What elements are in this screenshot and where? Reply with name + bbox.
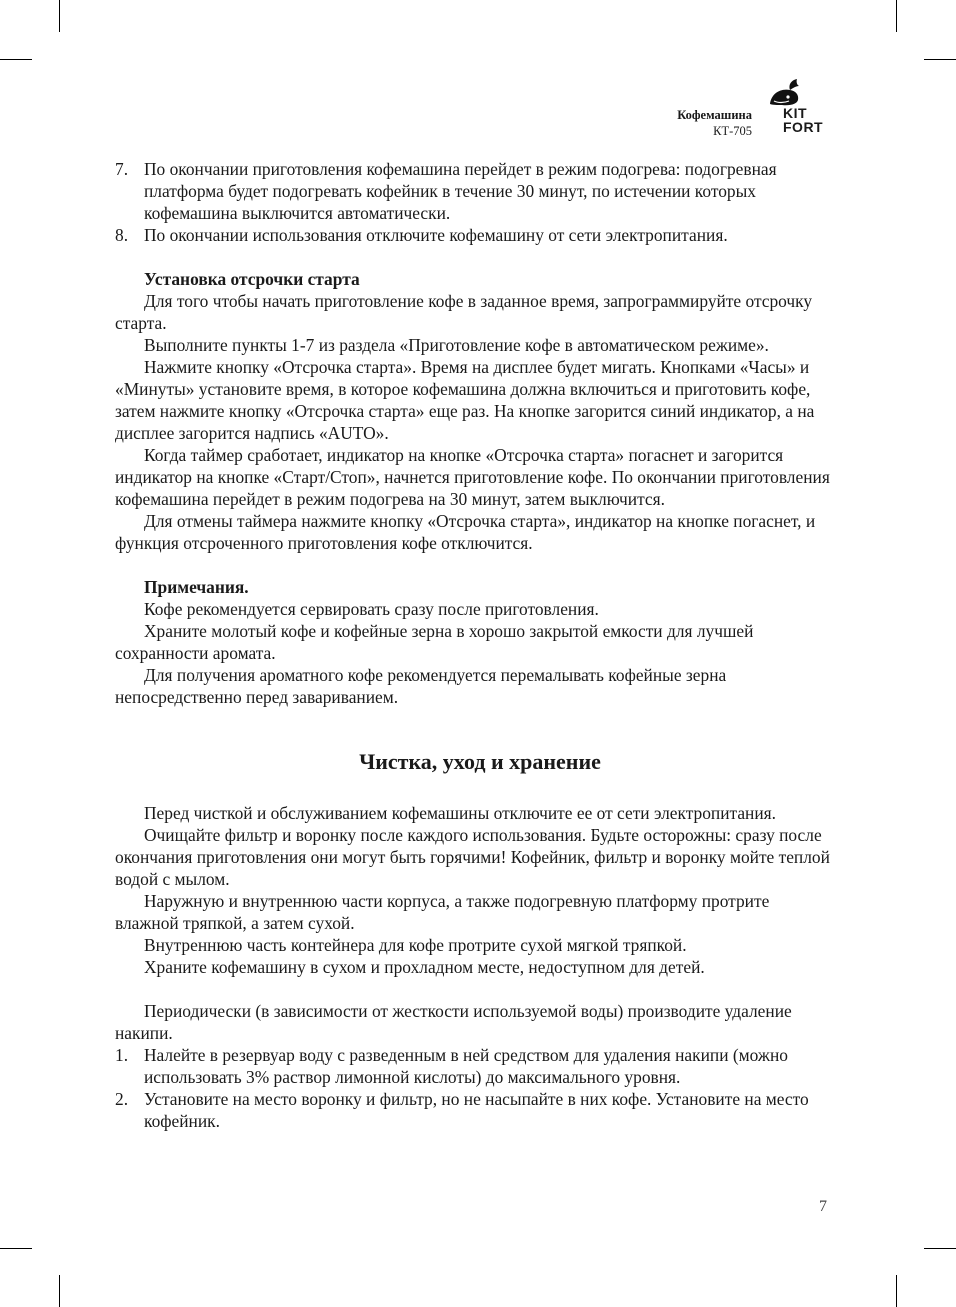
list-item — [115, 1088, 835, 1132]
page-content — [115, 158, 835, 1132]
paragraph: Для получения ароматного кофе рекомендуется перемалывать кофейные зерна непосредственно перед завариванием. — [115, 665, 727, 707]
logo-text-kit: KIT — [783, 105, 808, 121]
list-text: По окончании приготовления кофемашина перейдет в режим подогрева: подогревная платформа будет подогревать кофейник в течение 30 минут, по истечении которых кофемашина выключится автоматически. — [144, 159, 777, 223]
list-item — [115, 158, 835, 224]
product-name: Кофемашина — [677, 108, 752, 122]
crop-mark — [0, 59, 32, 60]
paragraph: Кофе рекомендуется сервировать сразу после приготовления. — [144, 599, 599, 619]
crop-mark — [896, 0, 897, 32]
list-text: Установите на место воронку и фильтр, но не насыпайте в них кофе. Установите на место кофейник. — [144, 1089, 809, 1131]
paragraph: Очищайте фильтр и воронку после каждого использования. Будьте осторожны: сразу после окончания приготовления они могут быть горячими! Кофейник, фильтр и воронку мойте теплой водой с мылом. — [115, 825, 830, 889]
section-title: Чистка, уход и хранение — [359, 749, 601, 774]
crop-mark — [896, 1275, 897, 1307]
notes-heading: Примечания. — [144, 577, 249, 597]
paragraph: Храните молотый кофе и кофейные зерна в хорошо закрытой емкости для лучшей сохранности аромата. — [115, 621, 754, 663]
page-number: 7 — [819, 1198, 827, 1215]
paragraph: Для отмены таймера нажмите кнопку «Отсрочка старта», индикатор на кнопке погаснет, и функция отсроченного приготовления кофе отключится. — [115, 511, 816, 553]
paragraph: Когда таймер сработает, индикатор на кнопке «Отсрочка старта» погаснет и загорится индикатор на кнопке «Старт/Стоп», начнется приготовление кофе. По окончании приготовления кофемашина перейдет в режим подогрева на 30 минут, затем выключится. — [115, 445, 830, 509]
crop-mark — [924, 1248, 956, 1249]
descale-steps-list — [115, 1044, 835, 1132]
delay-heading: Установка отсрочки старта — [144, 269, 360, 289]
paragraph: Для того чтобы начать приготовление кофе в заданное время, запрограммируйте отсрочку старта. — [115, 291, 813, 333]
list-item — [115, 224, 835, 246]
descale-intro: Периодически (в зависимости от жесткости используемой воды) производите удаление накипи. — [115, 1001, 792, 1043]
paragraph: Храните кофемашину в сухом и прохладном месте, недоступном для детей. — [144, 957, 705, 977]
paragraph: Перед чисткой и обслуживанием кофемашины отключите ее от сети электропитания. — [144, 803, 777, 823]
crop-mark — [924, 59, 956, 60]
paragraph: Наружную и внутреннюю части корпуса, а также подогревную платформу протрите влажной тряпкой, а затем сухой. — [115, 891, 770, 933]
brand-logo — [780, 78, 830, 140]
steps-list-top — [115, 158, 835, 246]
paragraph: Выполните пункты 1-7 из раздела «Приготовление кофе в автоматическом режиме». — [144, 335, 769, 355]
list-number: 7. — [115, 159, 129, 179]
whale-logo-icon — [768, 78, 802, 108]
crop-mark — [0, 1248, 32, 1249]
list-item — [115, 1044, 835, 1088]
paragraph: Нажмите кнопку «Отсрочка старта». Время на дисплее будет мигать. Кнопками «Часы» и «Минуты» установите время, в которое кофемашина должна включиться и приготовить кофе, затем нажмите кнопку «Отсрочка старта» еще раз. На кнопке загорится синий индикатор, а на дисплее загорится надпись «AUTO». — [115, 357, 815, 443]
product-model: КТ-705 — [713, 124, 752, 138]
list-text: По окончании использования отключите кофемашину от сети электропитания. — [144, 225, 728, 245]
paragraph: Внутреннюю часть контейнера для кофе протрите сухой мягкой тряпкой. — [144, 935, 687, 955]
list-number: 2. — [115, 1089, 129, 1109]
list-text: Налейте в резервуар воду с разведенным в ней средством для удаления накипи (можно использовать 3% раствор лимонной кислоты) до максимального уровня. — [144, 1045, 788, 1087]
crop-mark — [59, 0, 60, 32]
list-number: 1. — [115, 1045, 129, 1065]
crop-mark — [59, 1275, 60, 1307]
list-number: 8. — [115, 225, 129, 245]
logo-text-fort: FORT — [783, 119, 824, 135]
